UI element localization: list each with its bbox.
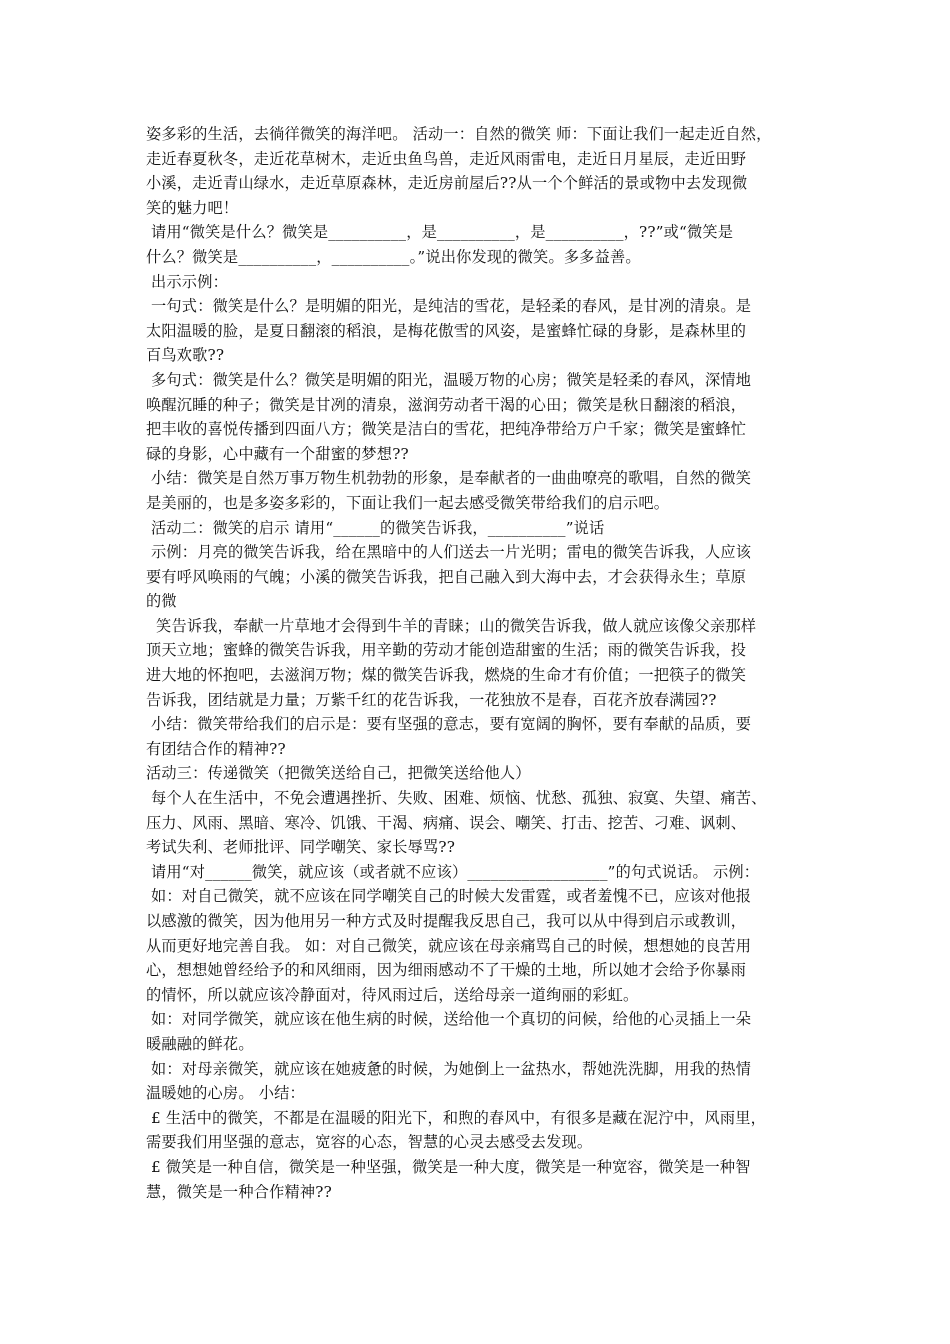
text-line: 小结：微笑带给我们的启示是：要有坚强的意志，要有宽阔的胸怀，要有奉献的品质，要: [146, 715, 752, 734]
text-line: 如：对母亲微笑，就应该在她疲惫的时候，为她倒上一盆热水，帮她洗洗脚，用我的热情: [146, 1059, 752, 1078]
text-line: 唤醒沉睡的种子；微笑是甘冽的清泉，滋润劳动者干渴的心田；微笑是秋日翻滚的稻浪，: [146, 395, 747, 414]
text-line: 顶天立地；蜜蜂的微笑告诉我，用辛勤的劳动才能创造甜蜜的生活；雨的微笑告诉我，投: [146, 641, 747, 660]
text-line: 的微: [146, 592, 177, 611]
text-line: 姿多彩的生活，去徜徉微笑的海洋吧。 活动一：自然的微笑 师：下面让我们一起走近自然，: [146, 125, 772, 143]
text-line: 百鸟欢歌??: [146, 346, 225, 365]
text-line: 温暖她的心房。 小结：: [146, 1084, 305, 1103]
text-line: 进大地的怀抱吧，去滋润万物；煤的微笑告诉我，燃烧的生命才有价值；一把筷子的微笑: [146, 666, 747, 685]
text-line: 从而更好地完善自我。 如：对自己微笑，就应该在母亲痛骂自己的时候，想想她的良苦用: [146, 936, 752, 955]
text-line: 活动三：传递微笑（把微笑送给自己，把微笑送给他人）: [146, 764, 531, 783]
text-line: 一句式：微笑是什么？是明媚的阳光，是纯洁的雪花，是轻柔的春风，是甘冽的清泉。是: [146, 297, 752, 316]
text-line: 每个人在生活中，不免会遭遇挫折、失败、困难、烦恼、忧愁、孤独、寂寞、失望、痛苦、: [146, 789, 767, 808]
text-line: 如：对自己微笑，就不应该在同学嘲笑自己的时候大发雷霆，或者羞愧不已，应该对他报: [146, 887, 752, 906]
text-line: 以感激的微笑，因为他用另一种方式及时提醒我反思自己，我可以从中得到启示或教训，: [146, 912, 747, 930]
text-line: 小溪，走近青山绿水，走近草原森林，走近房前屋后??从一个个鲜活的景或物中去发现微: [146, 174, 748, 193]
text-line: 心，想想她曾经给予的和风细雨，因为细雨感动不了干燥的土地，所以她才会给予你暴雨: [146, 961, 747, 980]
document-body: [146, 122, 816, 1204]
text-line: 是美丽的，也是多姿多彩的，下面让我们一起去感受微笑带给我们的启示吧。: [146, 493, 670, 512]
text-line: 如：对同学微笑，就应该在他生病的时候，送给他一个真切的问候，给他的心灵插上一朵: [146, 1010, 752, 1029]
text-line: 笑的魅力吧！: [146, 198, 239, 217]
text-line: 请用“对______微笑，就应该（或者就不应该）__________________”的句式说话。 示例：: [146, 862, 760, 881]
text-line: £ 生活中的微笑，不都是在温暖的阳光下，和煦的春风中，有很多是藏在泥泞中，风雨里，: [146, 1108, 767, 1127]
text-line: 需要我们用坚强的意志，宽容的心态，智慧的心灵去感受去发现。: [146, 1133, 593, 1152]
text-line: 笑告诉我，奉献一片草地才会得到牛羊的青睐；山的微笑告诉我，做人就应该像父亲那样: [146, 616, 757, 635]
text-line: 太阳温暖的脸，是夏日翻滚的稻浪，是梅花傲雪的风姿，是蜜蜂忙碌的身影，是森林里的: [146, 321, 747, 340]
text-line: 有团结合作的精神??: [146, 739, 286, 758]
text-line: 要有呼风唤雨的气魄；小溪的微笑告诉我，把自己融入到大海中去，才会获得永生；草原: [146, 567, 747, 586]
text-line: 多句式：微笑是什么？微笑是明媚的阳光，温暖万物的心房；微笑是轻柔的春风，深情地: [146, 370, 752, 389]
text-line: 考试失利、老师批评、同学嘲笑、家长辱骂??: [146, 838, 456, 857]
text-line: 小结：微笑是自然万事万物生机勃勃的形象，是奉献者的一曲曲嘹亮的歌唱，自然的微笑: [146, 469, 752, 488]
text-line: 碌的身影，心中藏有一个甜蜜的梦想??: [146, 444, 409, 463]
text-line: 什么？微笑是__________，__________。”说出你发现的微笑。多多益善。: [146, 247, 641, 266]
text-line: 出示示例：: [146, 272, 228, 291]
text-line: 告诉我，团结就是力量；万紫千红的花告诉我，一花独放不是春，百花齐放春满园??: [146, 690, 717, 709]
text-line: 走近春夏秋冬，走近花草树木，走近虫鱼鸟兽，走近风雨雷电，走近日月星辰，走近田野: [146, 149, 747, 168]
text-line: £ 微笑是一种自信，微笑是一种坚强，微笑是一种大度，微笑是一种宽容，微笑是一种智: [146, 1157, 751, 1176]
text-line: 示例：月亮的微笑告诉我，给在黑暗中的人们送去一片光明；雷电的微笑告诉我，人应该: [146, 543, 752, 562]
text-line: 请用“微笑是什么？微笑是__________，是__________，是__________，??”或“微笑是: [146, 223, 734, 242]
text-line: 慧，微笑是一种合作精神??: [146, 1182, 332, 1201]
text-line: 活动二：微笑的启示 请用“______的微笑告诉我，__________”说话: [146, 518, 605, 537]
text-line: 暖融融的鲜花。: [146, 1034, 254, 1053]
text-line: 压力、风雨、黑暗、寒冷、饥饿、干渴、病痛、误会、嘲笑、打击、挖苦、刁难、讽刺、: [146, 813, 747, 832]
text-line: 把丰收的喜悦传播到四面八方；微笑是洁白的雪花，把纯净带给万户千家；微笑是蜜蜂忙: [146, 420, 747, 439]
text-line: 的情怀，所以就应该冷静面对，待风雨过后，送给母亲一道绚丽的彩虹。: [146, 985, 639, 1004]
